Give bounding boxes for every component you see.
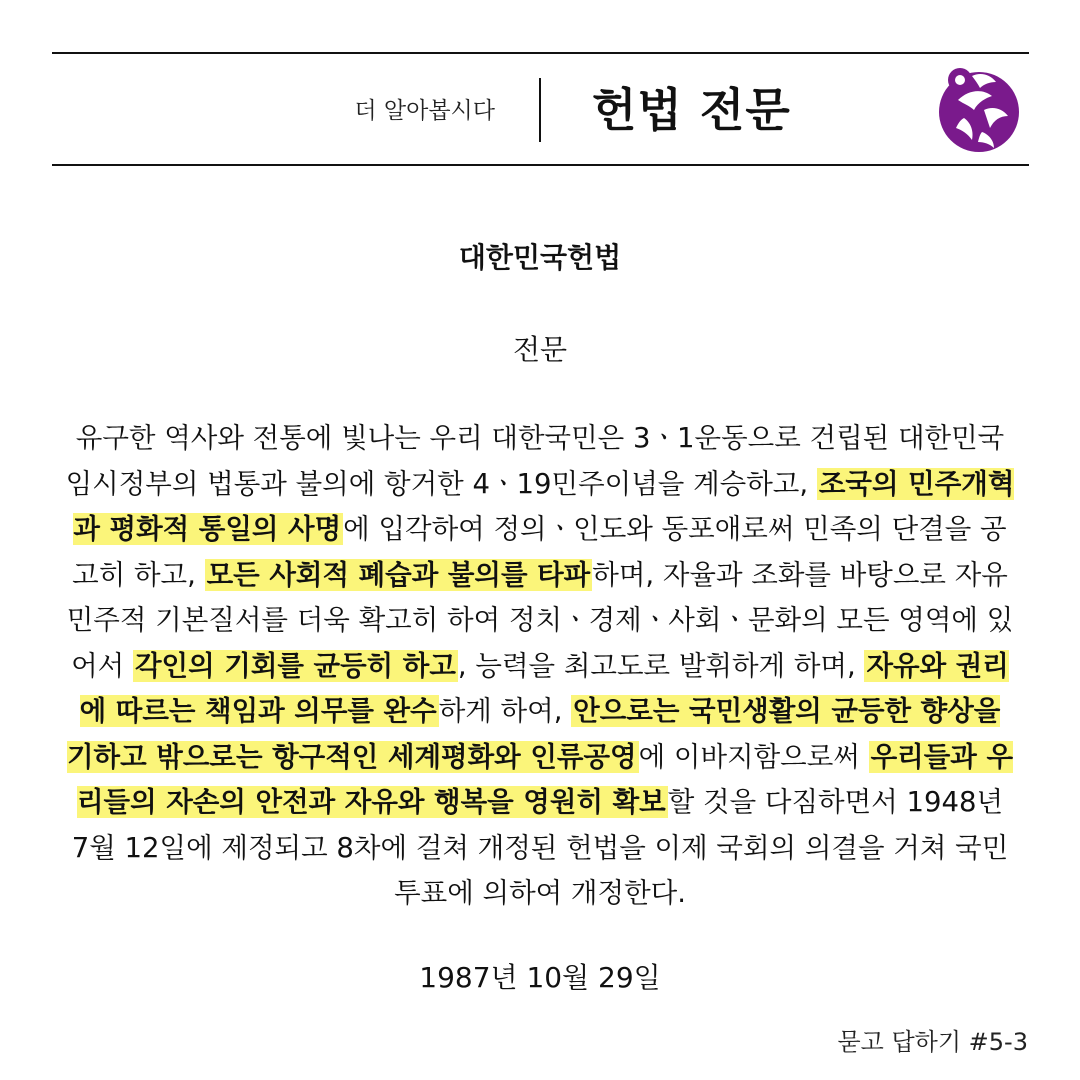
purple-emblem-icon — [938, 62, 1020, 154]
highlighted-phrase: 조국의 민주개혁과 평화적 통일의 사명 — [73, 467, 1015, 545]
highlighted-phrase: 각인의 기회를 균등히 하고 — [134, 649, 456, 682]
header-divider — [539, 78, 541, 142]
text-segment: 할 것을 다짐하면서 1948년 7월 12일에 제정되고 8차에 걸쳐 개정된 헌법을 이제 국회의 의결을 거쳐 국민투표에 의하여 개정한다. — [71, 786, 1009, 909]
preamble-text — [64, 416, 1016, 917]
text-segment: 하게 하여, — [438, 695, 572, 727]
text-segment: 에 이바지함으로써 — [638, 740, 869, 773]
text-segment: 하며, 자율과 조화를 바탕으로 자유민주적 기본질서를 더욱 확고히 하여 정치ㆍ경제ㆍ사회ㆍ문화의 모든 영역에 있어서 — [66, 558, 1014, 682]
highlighted-phrase: 모든 사회적 폐습과 불의를 타파 — [206, 558, 591, 591]
header-top-rule — [52, 52, 1029, 54]
highlighted-phrase: 자유와 권리에 따르는 책임과 의무를 완수 — [79, 649, 1009, 727]
header-subtitle: 더 알아봅시다 — [354, 98, 495, 124]
document-title: 대한민국헌법 — [458, 241, 622, 274]
text-segment: 에 입각하여 정의ㆍ인도와 동포애로써 민족의 단결을 공고히 하고, — [72, 513, 1007, 591]
page-title: 헌법 전문 — [592, 83, 791, 137]
footer-label: 묻고 답하기 #5-3 — [837, 1028, 1028, 1056]
highlighted-phrase: 안으로는 국민생활의 균등한 향상을 기하고 밖으로는 항구적인 세계평화와 인류공영 — [66, 695, 1001, 773]
text-segment: 유구한 역사와 전통에 빛나는 우리 대한국민은 3ㆍ1운동으로 건립된 대한민국임시정부의 법통과 불의에 항거한 4ㆍ19민주이념을 계승하고, — [65, 422, 1005, 500]
section-heading: 전문 — [512, 333, 568, 366]
text-segment: , 능력을 최고도로 발휘하게 하며, — [457, 649, 865, 682]
highlighted-phrase: 우리들과 우리들의 자손의 안전과 자유와 행복을 영원히 확보 — [76, 740, 1014, 818]
enactment-date: 1987년 10월 29일 — [419, 961, 661, 994]
header-bottom-rule — [52, 164, 1029, 166]
